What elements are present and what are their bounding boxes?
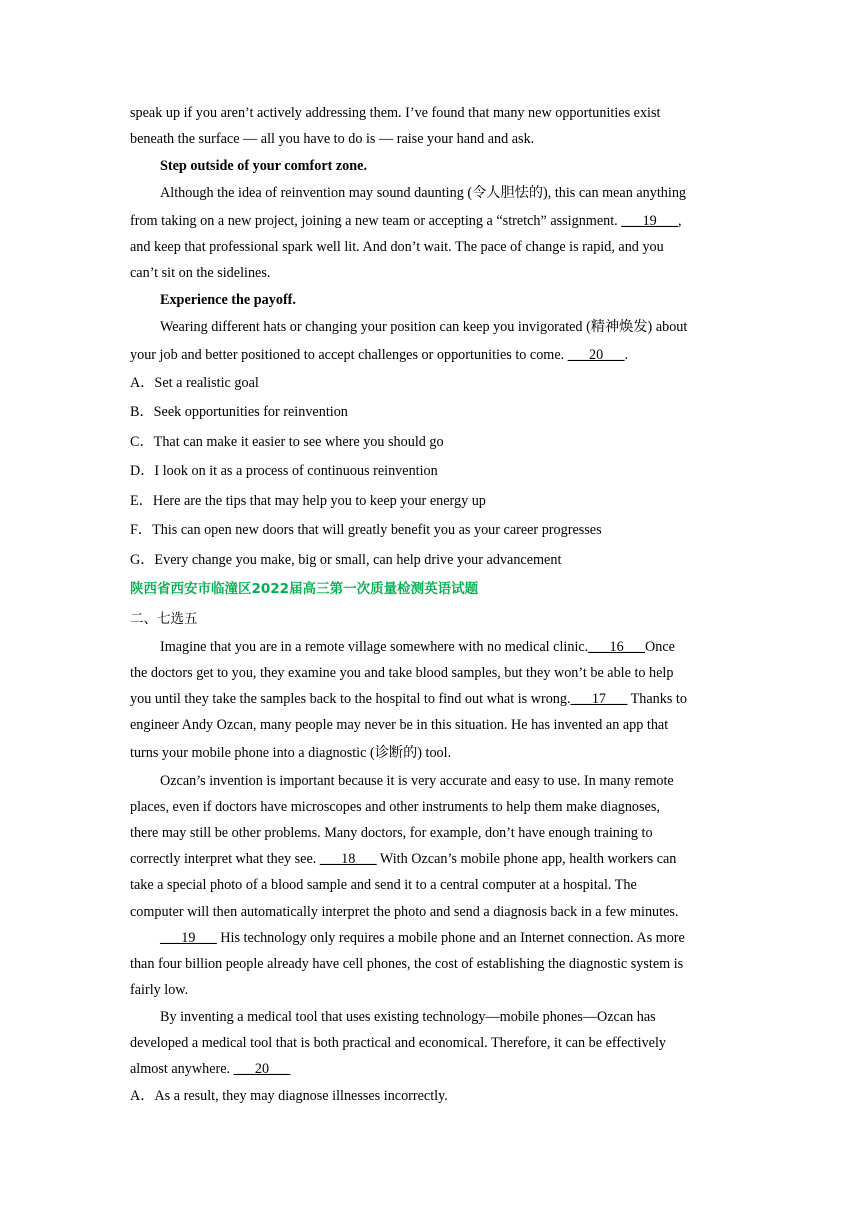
answer-blank-18: ___18___ [319,851,377,867]
text-span: . [624,347,629,363]
text-span: almost anywhere. [130,1061,234,1077]
text-line: computer will then automatically interpret the photo and send a diagnosis back in a few minutes. [130,904,679,920]
text-span: your job and better positioned to accept challenges or opportunities to come. [130,347,568,363]
answer-blank-19: ___19___ [621,213,679,229]
text-span: With Ozcan’s mobile phone app, health workers can [376,851,677,867]
answer-blank-20: ___20___ [567,347,625,363]
answer-blank-19b: ___19___ [160,930,217,946]
text-line: take a special photo of a blood sample and send it to a central computer at a hospital. The [130,877,637,893]
text-span: , [678,213,682,229]
text-line: places, even if doctors have microscopes and other instruments to help them make diagnoses, [130,799,660,815]
text-line: Ozcan’s invention is important because it is very accurate and easy to use. In many remote [160,773,674,789]
text-line: and keep that professional spark well lit. And don’t wait. The pace of change is rapid, and you [130,239,664,255]
answer-blank-17: ___17___ [570,691,628,707]
option-c: C．That can make it easier to see where you should go [130,434,444,450]
option-a: A．Set a realistic goal [130,375,259,391]
text-span: Imagine that you are in a remote village somewhere with no medical clinic. [160,639,589,655]
text-span: from taking on a new project, joining a new team or accepting a “stretch” assignment. [130,213,622,229]
text-line [130,850,676,868]
option-a-2: A．As a result, they may diagnose illnesses incorrectly. [130,1088,448,1104]
option-e: E．Here are the tips that may help you to keep your energy up [130,493,486,509]
text-line: the doctors get to you, they examine you and take blood samples, but they won’t be able to help [130,665,674,681]
option-g: G．Every change you make, big or small, can help drive your advancement [130,552,562,568]
text-line: engineer Andy Ozcan, many people may never be in this situation. He has invented an app that [130,717,669,733]
text-line: can’t sit on the sidelines. [130,265,271,281]
text-line: fairly low. [130,982,189,998]
option-d: D．I look on it as a process of continuous reinvention [130,463,438,479]
text-line [130,346,628,364]
text-line: beneath the surface — all you have to do is — raise your hand and ask. [130,131,535,147]
text-span: His technology only requires a mobile phone and an Internet connection. As more [216,930,685,946]
answer-blank-16: ___16___ [588,639,645,655]
text-line: turns your mobile phone into a diagnostic (诊断的) tool. [130,745,452,761]
text-line: there may still be other problems. Many doctors, for example, don’t have enough training to [130,825,653,841]
text-line: than four billion people already have cell phones, the cost of establishing the diagnostic system is [130,956,684,972]
text-line: Wearing different hats or changing your position can keep you invigorated (精神焕发) about [160,319,688,335]
part-title: 二、七选五 [130,611,198,627]
text-line: Although the idea of reinvention may sound daunting (令人胆怯的), this can mean anything [160,185,687,201]
text-line [130,1060,290,1078]
text-span: Once [644,639,675,655]
text-line: developed a medical tool that is both practical and economical. Therefore, it can be effectively [130,1035,667,1051]
text-span: you until they take the samples back to the hospital to find out what is wrong. [130,691,571,707]
subheading-payoff: Experience the payoff. [160,292,296,308]
text-line [130,690,687,708]
text-line: By inventing a medical tool that uses existing technology—mobile phones—Ozcan has [160,1009,656,1025]
text-line [160,638,675,656]
subheading-comfort-zone: Step outside of your comfort zone. [160,158,368,174]
text-span: correctly interpret what they see. [130,851,320,867]
answer-blank-20b: ___20___ [233,1061,291,1077]
text-span: Thanks to [627,691,687,707]
option-b: B．Seek opportunities for reinvention [130,404,348,420]
option-f: F．This can open new doors that will greatly benefit you as your career progresses [130,522,602,538]
source-title: 陕西省西安市临潼区2022届高三第一次质量检测英语试题 [130,581,479,597]
text-line [160,929,685,947]
text-line [130,212,682,230]
text-line: speak up if you aren’t actively addressing them. I’ve found that many new opportunities exist [130,105,661,121]
